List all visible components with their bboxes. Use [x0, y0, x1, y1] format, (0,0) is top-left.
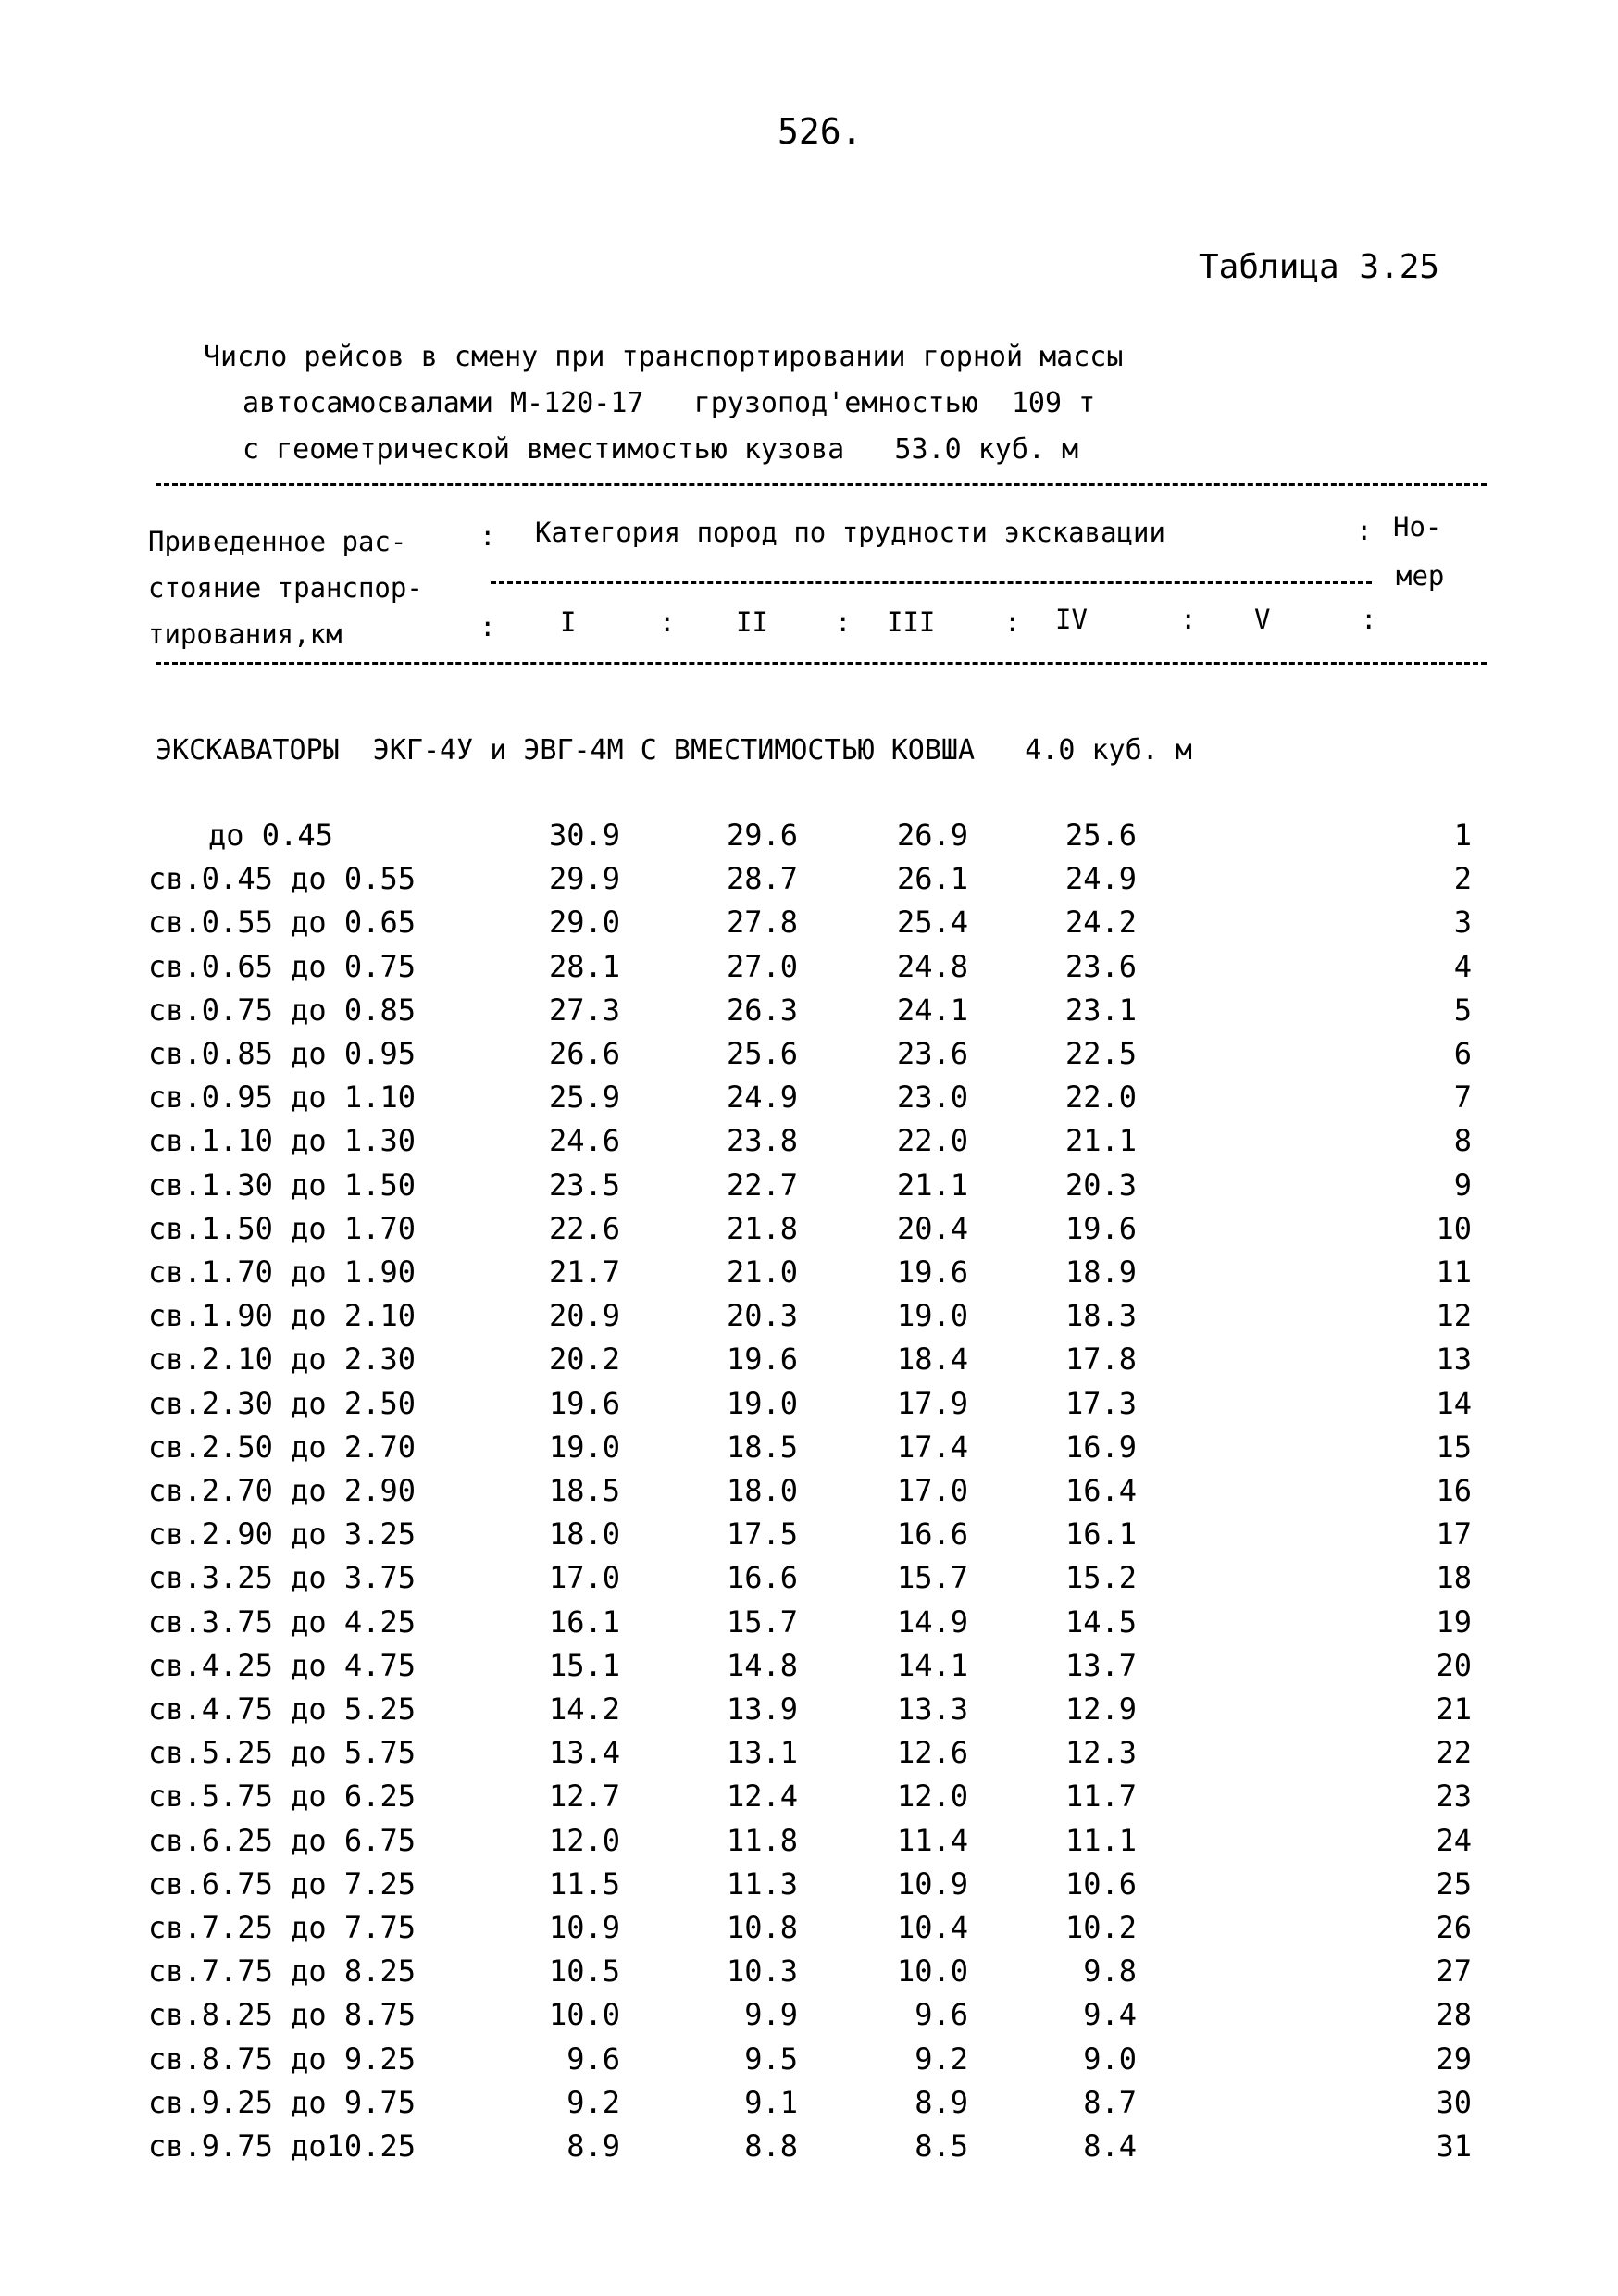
distance-cell: св.5.25 до 5.75 [148, 1735, 416, 1771]
distance-cell: св.1.10 до 1.30 [148, 1123, 416, 1159]
table-row [0, 1953, 1618, 1997]
category-1-cell: 17.0 [548, 1560, 620, 1596]
header-number-line-2: мер [1396, 560, 1445, 592]
header-category-5: V [1254, 604, 1271, 635]
table-row [0, 949, 1618, 992]
table-row [0, 1560, 1618, 1603]
category-2-cell: 8.8 [744, 2128, 798, 2164]
table-row [0, 1079, 1618, 1123]
category-2-cell: 23.8 [726, 1123, 798, 1159]
category-1-cell: 12.0 [548, 1822, 620, 1858]
category-3-cell: 14.1 [896, 1647, 968, 1683]
row-number-cell: 12 [1436, 1298, 1472, 1334]
distance-cell: св.5.75 до 6.25 [148, 1778, 416, 1815]
table-row [0, 861, 1618, 905]
distance-cell: св.2.30 до 2.50 [148, 1385, 416, 1421]
category-3-cell: 24.8 [896, 948, 968, 984]
category-2-cell: 9.1 [744, 2084, 798, 2120]
table-row [0, 2085, 1618, 2128]
table-row [0, 992, 1618, 1036]
header-separator: : [1361, 604, 1377, 635]
category-3-cell: 8.9 [915, 2084, 968, 2120]
category-4-cell: 9.4 [1083, 1997, 1137, 2033]
category-2-cell: 10.3 [726, 1953, 798, 1990]
category-1-cell: 29.9 [548, 861, 620, 897]
distance-cell: св.2.90 до 3.25 [148, 1516, 416, 1553]
category-3-cell: 20.4 [896, 1210, 968, 1246]
category-3-cell: 23.6 [896, 1036, 968, 1071]
table-top-rule [156, 483, 1487, 486]
category-4-cell: 23.6 [1064, 948, 1137, 984]
table-row [0, 1516, 1618, 1560]
table-row [0, 1691, 1618, 1735]
header-separator: : [479, 520, 496, 552]
category-4-cell: 8.7 [1083, 2084, 1137, 2120]
distance-cell: св.4.25 до 4.75 [148, 1647, 416, 1683]
header-number-line-1: Но- [1393, 511, 1442, 543]
distance-cell: св.6.75 до 7.25 [148, 1866, 416, 1902]
category-3-cell: 25.4 [896, 905, 968, 941]
category-4-cell: 18.9 [1064, 1254, 1137, 1290]
category-2-cell: 12.4 [726, 1778, 798, 1815]
distance-cell: св.0.75 до 0.85 [148, 992, 416, 1028]
category-3-cell: 16.6 [896, 1516, 968, 1553]
category-4-cell: 16.9 [1064, 1429, 1137, 1465]
distance-cell: св.2.10 до 2.30 [148, 1341, 416, 1378]
distance-cell: св.1.50 до 1.70 [148, 1210, 416, 1246]
category-3-cell: 22.0 [896, 1123, 968, 1159]
category-1-cell: 16.1 [548, 1603, 620, 1640]
category-3-cell: 10.0 [896, 1953, 968, 1990]
category-4-cell: 11.7 [1064, 1778, 1137, 1815]
row-number-cell: 1 [1453, 817, 1472, 853]
header-mid-rule [491, 581, 1372, 584]
row-number-cell: 9 [1453, 1167, 1472, 1203]
header-category-3: III [887, 606, 936, 638]
category-2-cell: 24.9 [726, 1079, 798, 1116]
category-1-cell: 27.3 [548, 992, 620, 1028]
row-number-cell: 25 [1436, 1866, 1472, 1902]
row-number-cell: 23 [1436, 1778, 1472, 1815]
table-row [0, 905, 1618, 948]
caption-line-1: Число рейсов в смену при транспортировании горной массы [204, 341, 1124, 373]
row-number-cell: 27 [1436, 1953, 1472, 1990]
category-2-cell: 29.6 [726, 817, 798, 853]
category-1-cell: 10.9 [548, 1910, 620, 1945]
category-2-cell: 21.0 [726, 1254, 798, 1290]
category-3-cell: 12.0 [896, 1778, 968, 1815]
table-row [0, 1341, 1618, 1385]
category-1-cell: 10.5 [548, 1953, 620, 1990]
table-row [0, 1167, 1618, 1211]
distance-cell: св.3.25 до 3.75 [148, 1560, 416, 1596]
category-3-cell: 19.6 [896, 1254, 968, 1290]
category-2-cell: 26.3 [726, 992, 798, 1028]
category-2-cell: 20.3 [726, 1298, 798, 1334]
category-4-cell: 16.4 [1064, 1473, 1137, 1508]
distance-cell: до 0.45 [208, 817, 333, 853]
table-label: Таблица 3.25 [1199, 248, 1440, 286]
category-4-cell: 9.8 [1083, 1953, 1137, 1990]
distance-cell: св.0.65 до 0.75 [148, 948, 416, 984]
category-1-cell: 28.1 [548, 948, 620, 984]
table-row [0, 1254, 1618, 1298]
category-2-cell: 10.8 [726, 1910, 798, 1945]
category-2-cell: 13.9 [726, 1691, 798, 1727]
category-4-cell: 17.3 [1064, 1385, 1137, 1421]
category-4-cell: 19.6 [1064, 1210, 1137, 1246]
category-1-cell: 12.7 [548, 1778, 620, 1815]
category-4-cell: 12.9 [1064, 1691, 1137, 1727]
category-4-cell: 10.2 [1064, 1910, 1137, 1945]
category-1-cell: 20.9 [548, 1298, 620, 1334]
table-row [0, 1604, 1618, 1648]
row-number-cell: 10 [1436, 1210, 1472, 1246]
category-4-cell: 25.6 [1064, 817, 1137, 853]
distance-cell: св.7.25 до 7.75 [148, 1910, 416, 1945]
table-row [0, 2128, 1618, 2172]
table-row [0, 1036, 1618, 1079]
category-1-cell: 10.0 [548, 1997, 620, 2033]
category-1-cell: 22.6 [548, 1210, 620, 1246]
distance-cell: св.9.25 до 9.75 [148, 2084, 416, 2120]
category-2-cell: 16.6 [726, 1560, 798, 1596]
table-row [0, 1823, 1618, 1866]
category-1-cell: 23.5 [548, 1167, 620, 1203]
category-1-cell: 24.6 [548, 1123, 620, 1159]
category-3-cell: 26.1 [896, 861, 968, 897]
category-2-cell: 11.3 [726, 1866, 798, 1902]
row-number-cell: 11 [1436, 1254, 1472, 1290]
category-2-cell: 11.8 [726, 1822, 798, 1858]
category-2-cell: 19.0 [726, 1385, 798, 1421]
category-2-cell: 18.0 [726, 1473, 798, 1508]
table-row [0, 1735, 1618, 1778]
category-3-cell: 24.1 [896, 992, 968, 1028]
category-2-cell: 19.6 [726, 1341, 798, 1378]
category-3-cell: 8.5 [915, 2128, 968, 2164]
category-4-cell: 22.0 [1064, 1079, 1137, 1116]
section-title: ЭКСКАВАТОРЫ ЭКГ-4У и ЭВГ-4М С ВМЕСТИМОСТЬЮ КОВША 4.0 куб. м [156, 734, 1192, 767]
category-1-cell: 18.0 [548, 1516, 620, 1553]
table-row [0, 1429, 1618, 1473]
category-3-cell: 12.6 [896, 1735, 968, 1771]
distance-cell: св.7.75 до 8.25 [148, 1953, 416, 1990]
category-1-cell: 14.2 [548, 1691, 620, 1727]
table-row [0, 1910, 1618, 1953]
row-number-cell: 3 [1453, 905, 1472, 941]
category-1-cell: 29.0 [548, 905, 620, 941]
header-category-title: Категория пород по трудности экскавации [535, 517, 1165, 548]
header-separator: : [659, 606, 676, 638]
header-separator: : [1004, 606, 1021, 638]
category-4-cell: 17.8 [1064, 1341, 1137, 1378]
table-row [0, 1866, 1618, 1910]
category-3-cell: 13.3 [896, 1691, 968, 1727]
row-number-cell: 18 [1436, 1560, 1472, 1596]
category-3-cell: 11.4 [896, 1822, 968, 1858]
category-1-cell: 21.7 [548, 1254, 620, 1290]
category-4-cell: 18.3 [1064, 1298, 1137, 1334]
category-2-cell: 13.1 [726, 1735, 798, 1771]
header-distance-line-1: Приведенное рас- [148, 526, 423, 557]
row-number-cell: 30 [1436, 2084, 1472, 2120]
category-3-cell: 14.9 [896, 1603, 968, 1640]
distance-cell: св.8.75 до 9.25 [148, 2040, 416, 2077]
distance-cell: св.6.25 до 6.75 [148, 1822, 416, 1858]
category-2-cell: 25.6 [726, 1036, 798, 1071]
category-1-cell: 19.0 [548, 1429, 620, 1465]
category-2-cell: 14.8 [726, 1647, 798, 1683]
distance-cell: св.2.50 до 2.70 [148, 1429, 416, 1465]
distance-cell: св.0.55 до 0.65 [148, 905, 416, 941]
row-number-cell: 24 [1436, 1822, 1472, 1858]
category-4-cell: 21.1 [1064, 1123, 1137, 1159]
category-3-cell: 21.1 [896, 1167, 968, 1203]
distance-cell: св.4.75 до 5.25 [148, 1691, 416, 1727]
category-3-cell: 9.2 [915, 2040, 968, 2077]
category-2-cell: 9.5 [744, 2040, 798, 2077]
caption-line-2: автосамосвалами М-120-17 грузопод'емностью 109 т [243, 387, 1096, 419]
table-row [0, 817, 1618, 861]
category-4-cell: 9.0 [1083, 2040, 1137, 2077]
distance-cell: св.3.75 до 4.25 [148, 1603, 416, 1640]
row-number-cell: 2 [1453, 861, 1472, 897]
category-3-cell: 17.4 [896, 1429, 968, 1465]
table-row [0, 1473, 1618, 1516]
category-3-cell: 17.9 [896, 1385, 968, 1421]
header-separator: : [479, 611, 496, 643]
category-3-cell: 15.7 [896, 1560, 968, 1596]
category-3-cell: 26.9 [896, 817, 968, 853]
row-number-cell: 13 [1436, 1341, 1472, 1378]
category-4-cell: 10.6 [1064, 1866, 1137, 1902]
category-4-cell: 13.7 [1064, 1647, 1137, 1683]
category-1-cell: 19.6 [548, 1385, 620, 1421]
row-number-cell: 14 [1436, 1385, 1472, 1421]
category-1-cell: 11.5 [548, 1866, 620, 1902]
table-row [0, 1211, 1618, 1254]
row-number-cell: 15 [1436, 1429, 1472, 1465]
distance-cell: св.0.95 до 1.10 [148, 1079, 416, 1116]
row-number-cell: 29 [1436, 2040, 1472, 2077]
category-3-cell: 19.0 [896, 1298, 968, 1334]
category-2-cell: 9.9 [744, 1997, 798, 2033]
row-number-cell: 19 [1436, 1603, 1472, 1640]
row-number-cell: 31 [1436, 2128, 1472, 2164]
header-separator: : [1180, 604, 1197, 635]
table-row [0, 1123, 1618, 1167]
category-2-cell: 27.0 [726, 948, 798, 984]
category-4-cell: 15.2 [1064, 1560, 1137, 1596]
header-category-1: I [560, 606, 577, 638]
row-number-cell: 17 [1436, 1516, 1472, 1553]
category-4-cell: 11.1 [1064, 1822, 1137, 1858]
table-row [0, 1386, 1618, 1429]
category-1-cell: 20.2 [548, 1341, 620, 1378]
category-1-cell: 30.9 [548, 817, 620, 853]
row-number-cell: 5 [1453, 992, 1472, 1028]
category-2-cell: 22.7 [726, 1167, 798, 1203]
table-row [0, 1997, 1618, 2040]
table-header-bottom-rule [156, 662, 1487, 665]
distance-cell: св.0.85 до 0.95 [148, 1036, 416, 1071]
category-1-cell: 15.1 [548, 1647, 620, 1683]
category-1-cell: 18.5 [548, 1473, 620, 1508]
table-row [0, 1778, 1618, 1822]
category-4-cell: 24.2 [1064, 905, 1137, 941]
category-1-cell: 8.9 [566, 2128, 620, 2164]
distance-cell: св.9.75 до10.25 [148, 2128, 416, 2164]
table-row [0, 1648, 1618, 1691]
category-4-cell: 22.5 [1064, 1036, 1137, 1071]
category-1-cell: 26.6 [548, 1036, 620, 1071]
category-2-cell: 27.8 [726, 905, 798, 941]
distance-cell: св.1.30 до 1.50 [148, 1167, 416, 1203]
category-2-cell: 18.5 [726, 1429, 798, 1465]
table-row [0, 1298, 1618, 1341]
header-category-2: II [736, 606, 768, 638]
row-number-cell: 7 [1453, 1079, 1472, 1116]
category-3-cell: 10.9 [896, 1866, 968, 1902]
category-1-cell: 25.9 [548, 1079, 620, 1116]
category-2-cell: 28.7 [726, 861, 798, 897]
category-2-cell: 17.5 [726, 1516, 798, 1553]
row-number-cell: 28 [1436, 1997, 1472, 2033]
header-separator: : [835, 606, 852, 638]
row-number-cell: 6 [1453, 1036, 1472, 1071]
header-category-4: IV [1055, 604, 1088, 635]
header-distance-line-3: тирования,км [148, 618, 342, 650]
category-2-cell: 15.7 [726, 1603, 798, 1640]
row-number-cell: 20 [1436, 1647, 1472, 1683]
category-4-cell: 20.3 [1064, 1167, 1137, 1203]
category-4-cell: 16.1 [1064, 1516, 1137, 1553]
distance-cell: св.2.70 до 2.90 [148, 1473, 416, 1508]
category-3-cell: 23.0 [896, 1079, 968, 1116]
row-number-cell: 16 [1436, 1473, 1472, 1508]
row-number-cell: 21 [1436, 1691, 1472, 1727]
category-1-cell: 9.2 [566, 2084, 620, 2120]
category-1-cell: 9.6 [566, 2040, 620, 2077]
category-3-cell: 10.4 [896, 1910, 968, 1945]
category-2-cell: 21.8 [726, 1210, 798, 1246]
category-4-cell: 14.5 [1064, 1603, 1137, 1640]
distance-cell: св.1.70 до 1.90 [148, 1254, 416, 1290]
category-4-cell: 24.9 [1064, 861, 1137, 897]
category-4-cell: 8.4 [1083, 2128, 1137, 2164]
category-3-cell: 9.6 [915, 1997, 968, 2033]
caption-line-3: с геометрической вместимостью кузова 53.0 куб. м [243, 433, 1079, 466]
header-distance-line-2: стояние транспор- [148, 572, 423, 604]
distance-cell: св.8.25 до 8.75 [148, 1997, 416, 2033]
category-4-cell: 23.1 [1064, 992, 1137, 1028]
category-4-cell: 12.3 [1064, 1735, 1137, 1771]
category-1-cell: 13.4 [548, 1735, 620, 1771]
table-row [0, 2041, 1618, 2085]
header-separator: : [1356, 515, 1373, 546]
row-number-cell: 26 [1436, 1910, 1472, 1945]
page-number: 526. [778, 111, 863, 152]
row-number-cell: 4 [1453, 948, 1472, 984]
distance-cell: св.1.90 до 2.10 [148, 1298, 416, 1334]
row-number-cell: 8 [1453, 1123, 1472, 1159]
row-number-cell: 22 [1436, 1735, 1472, 1771]
category-3-cell: 18.4 [896, 1341, 968, 1378]
category-3-cell: 17.0 [896, 1473, 968, 1508]
distance-cell: св.0.45 до 0.55 [148, 861, 416, 897]
